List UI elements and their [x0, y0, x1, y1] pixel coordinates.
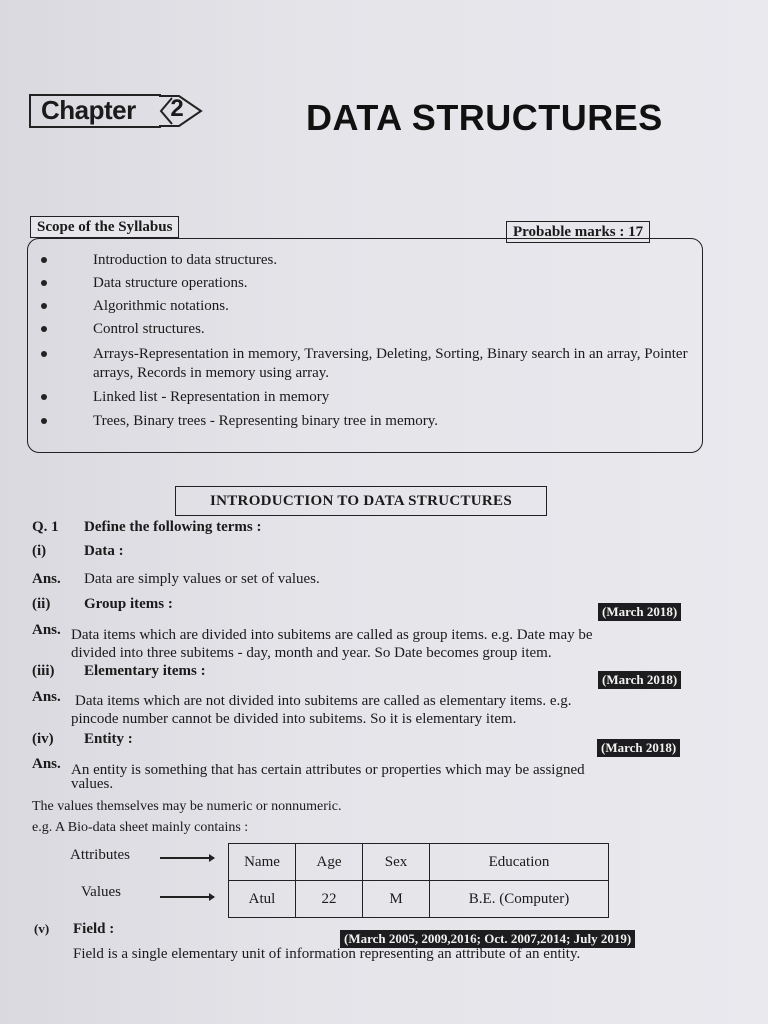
probable-marks-label: Probable marks : 17: [506, 221, 650, 243]
question-text: Define the following terms :: [84, 519, 262, 535]
chapter-number: 2: [170, 95, 184, 122]
exam-date-badge: (March 2018): [598, 671, 681, 689]
answer-text: pincode number cannot be divided into subitems. So it is elementary item.: [71, 711, 517, 727]
part-term: Group items :: [84, 596, 173, 612]
bullet-icon: [41, 351, 47, 357]
table-cell: Atul: [229, 881, 296, 918]
table-row: [229, 881, 609, 918]
answer-text: values.: [71, 776, 114, 792]
table-header-cell: Age: [296, 844, 363, 881]
answer-label: Ans.: [32, 622, 61, 638]
table-header-cell: Name: [229, 844, 296, 881]
answer-text: Data items which are divided into subitems are called as group items. e.g. Date may be: [71, 627, 593, 643]
arrow-right-icon: [160, 896, 214, 898]
table-cell: B.E. (Computer): [430, 881, 609, 918]
exam-date-badge: (March 2018): [597, 739, 680, 757]
answer-text: Data are simply values or set of values.: [84, 571, 320, 587]
question-number: Q. 1: [32, 519, 59, 535]
table-row-label: Values: [81, 884, 121, 900]
table-row-label: Attributes: [70, 847, 130, 863]
chapter-badge: [29, 94, 199, 128]
part-term: Entity :: [84, 731, 133, 747]
bullet-icon: [41, 303, 47, 309]
table-header-cell: Education: [430, 844, 609, 881]
body-text: The values themselves may be numeric or nonnumeric.: [32, 799, 342, 814]
answer-text: divided into three subitems - day, month and year. So Date becomes group item.: [71, 645, 552, 661]
part-number: (iv): [32, 731, 54, 747]
bullet-icon: [41, 280, 47, 286]
biodata-table: [228, 843, 609, 918]
scope-label: Scope of the Syllabus: [30, 216, 179, 238]
answer-text: Data items which are not divided into subitems are called as elementary items. e.g.: [75, 693, 572, 709]
body-text: e.g. A Bio-data sheet mainly contains :: [32, 820, 249, 835]
table-cell: M: [363, 881, 430, 918]
arrow-right-icon: [160, 857, 214, 859]
section-title: INTRODUCTION TO DATA STRUCTURES: [175, 486, 547, 516]
chapter-title: DATA STRUCTURES: [306, 97, 663, 138]
answer-text: An entity is something that has certain attributes or properties which may be assigned: [71, 762, 585, 778]
exam-date-badge: (March 2005, 2009,2016; Oct. 2007,2014; July 2019): [340, 930, 635, 948]
chapter-label: Chapter: [41, 95, 136, 125]
answer-label: Ans.: [32, 689, 61, 705]
part-number: (iii): [32, 663, 55, 679]
table-header-cell: Sex: [363, 844, 430, 881]
table-cell: 22: [296, 881, 363, 918]
answer-text: Field is a single elementary unit of information representing an attribute of an entity.: [73, 946, 581, 962]
answer-label: Ans.: [32, 571, 61, 587]
bullet-icon: [41, 394, 47, 400]
part-term: Elementary items :: [84, 663, 206, 679]
part-number: (ii): [32, 596, 51, 612]
table-row: [229, 844, 609, 881]
bullet-icon: [41, 418, 47, 424]
syllabus-box: Introduction to data structures. Data structure operations. Algorithmic notations. Control structures. Arrays-Representation in memory, Traversing, Deleting, Sorting, Binary search in an array, Pointer arrays, Records in memory using array. Linked list - Representation in memory Trees, Binary trees - Representing binary tree in memory.: [27, 238, 703, 453]
bullet-icon: [41, 257, 47, 263]
part-term: Data :: [84, 543, 124, 559]
exam-date-badge: (March 2018): [598, 603, 681, 621]
part-term: Field :: [73, 921, 115, 937]
part-number: (i): [32, 543, 47, 559]
part-number: (v): [34, 921, 50, 936]
answer-label: Ans.: [32, 756, 61, 772]
bullet-icon: [41, 326, 47, 332]
